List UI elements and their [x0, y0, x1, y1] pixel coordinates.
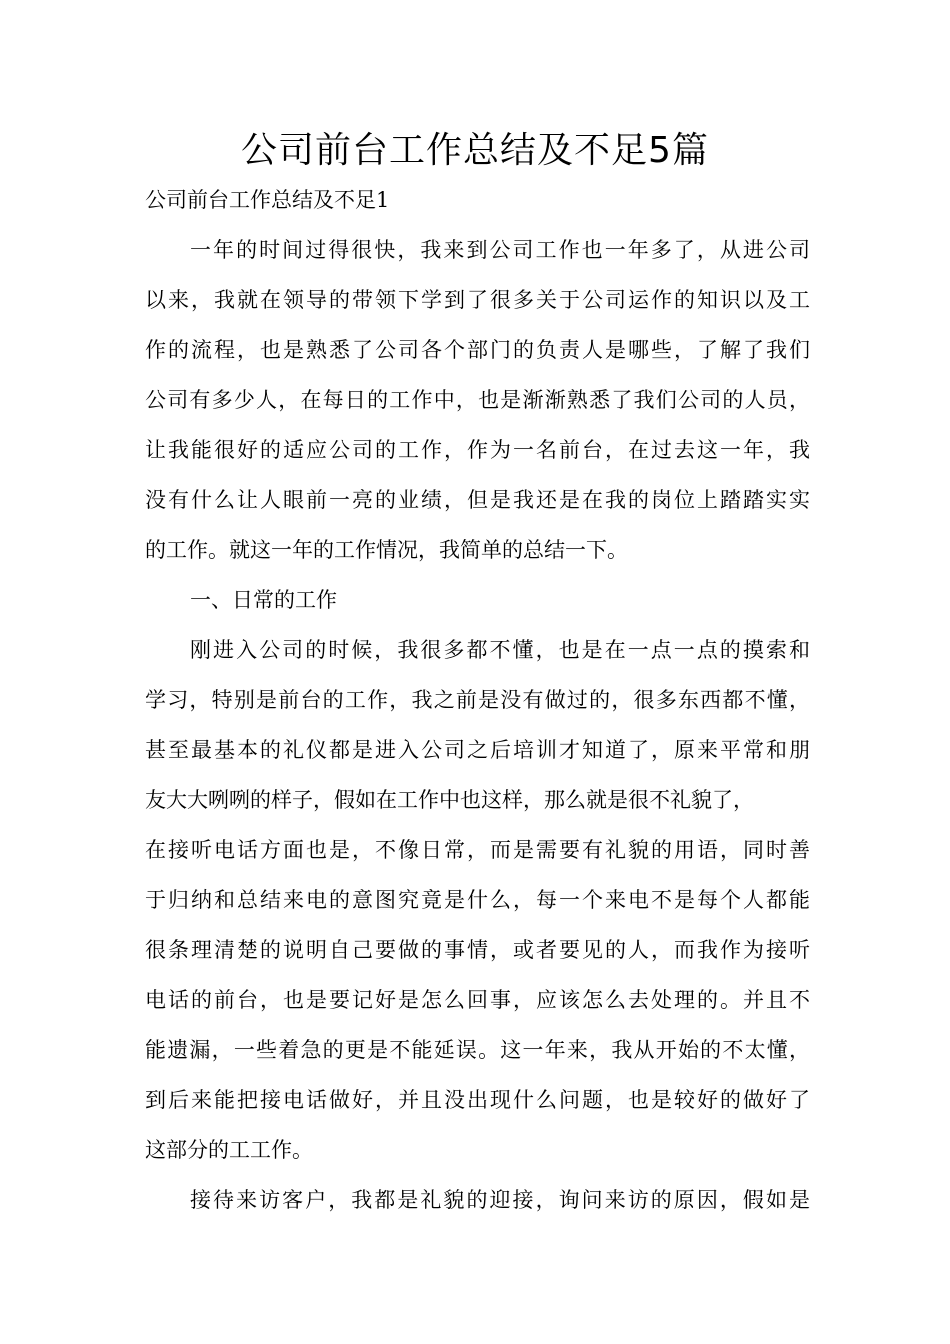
paragraph-line: 这部分的工工作。: [145, 1138, 313, 1162]
paragraph-line: 到后来能把接电话做好，并且没出现什么问题，也是较好的做好了: [145, 1088, 810, 1112]
paragraph-line: 接待来访客户，我都是礼貌的迎接，询问来访的原因，假如是: [190, 1188, 810, 1212]
section-subtitle: 公司前台工作总结及不足1: [145, 188, 390, 212]
paragraph-line: 公司有多少人，在每日的工作中，也是渐渐熟悉了我们公司的人员，: [145, 388, 810, 412]
paragraph-line: 能遗漏，一些着急的更是不能延误。这一年来，我从开始的不太懂，: [145, 1038, 810, 1062]
paragraph-line: 学习，特别是前台的工作，我之前是没有做过的，很多东西都不懂，: [145, 688, 810, 712]
paragraph-line: 于归纳和总结来电的意图究竟是什么，每一个来电不是每个人都能: [145, 888, 810, 912]
paragraph-line: 没有什么让人眼前一亮的业绩，但是我还是在我的岗位上踏踏实实: [145, 488, 810, 512]
paragraph-line: 电话的前台，也是要记好是怎么回事，应该怎么去处理的。并且不: [145, 988, 810, 1012]
paragraph-line: 很条理清楚的说明自己要做的事情，或者要见的人，而我作为接听: [145, 938, 810, 962]
section-heading: 一、日常的工作: [190, 588, 337, 612]
paragraph-line: 友大大咧咧的样子，假如在工作中也这样，那么就是很不礼貌了，: [145, 788, 754, 812]
paragraph-line: 让我能很好的适应公司的工作，作为一名前台，在过去这一年，我: [145, 438, 810, 462]
paragraph-line: 刚进入公司的时候，我很多都不懂，也是在一点一点的摸索和: [190, 638, 810, 662]
paragraph-line: 作的流程，也是熟悉了公司各个部门的负责人是哪些，了解了我们: [145, 338, 810, 362]
paragraph-line: 甚至最基本的礼仪都是进入公司之后培训才知道了，原来平常和朋: [145, 738, 810, 762]
paragraph-line: 的工作。就这一年的工作情况，我简单的总结一下。: [145, 538, 628, 562]
document-title: 公司前台工作总结及不足5篇: [241, 130, 709, 171]
paragraph-line: 一年的时间过得很快，我来到公司工作也一年多了，从进公司: [190, 238, 810, 262]
paragraph-line: 在接听电话方面也是，不像日常，而是需要有礼貌的用语，同时善: [145, 838, 810, 862]
paragraph-line: 以来，我就在领导的带领下学到了很多关于公司运作的知识以及工: [145, 288, 810, 312]
